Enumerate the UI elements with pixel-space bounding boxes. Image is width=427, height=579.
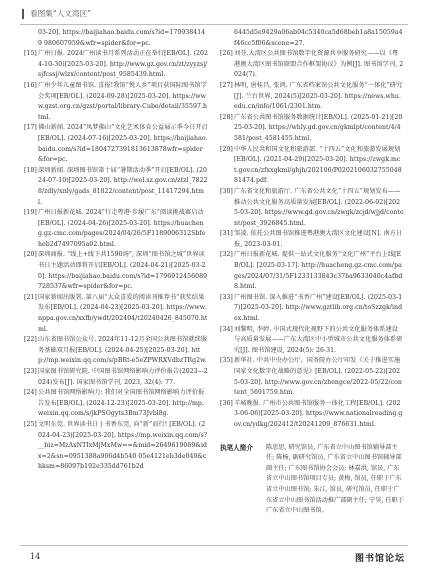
left-column (24, 28, 208, 473)
reference-index: [22] (24, 336, 37, 344)
reference-index: [25] (24, 420, 37, 428)
reference-text: 公共图书馆网络影响力: 我们对全国图书馆网络影响力评价报告发布[EB/OL]. (2024-12-23)[2025-03-20]. http://mp.weixin.qq.com/s/jkPSOgyts3Bm73Jvbl8g. (38, 389, 205, 418)
reference-text: 佛山新闻. 2024“凤梦佛山”文化艺术体育公益展示季今日开启[EB/OL]. (2024-07-16)[2025-03-20]. https://baijiahao.baidu.com/s?id=1804727391813613878wfr=spider&for=pc. (38, 124, 208, 164)
reference-text: 广东省文化和旅游厅. 广东省公共文化“十四五”规划发布——推动公共文化服务高质量发展[EB/OL]. (2022-06-02)[2025-03-20]. https://www.gd.gov.cn/zwgk/zcjd/wjjd/content/post_3926845.html. (234, 187, 404, 227)
reference-item (220, 81, 404, 113)
reference-text: 广州少年儿童图书馆. 喜报!我馆“悦人乡”项目获国际图书馆学会奖项[EB/OL]. (2024-09-28)[2025-03-20]. https://www.gzst.org.cn/gzst/portal/library-Cube/detail/35597.html. (38, 81, 208, 121)
reference-index: [19] (24, 209, 37, 217)
reference-item (24, 49, 208, 81)
right-column (220, 28, 404, 517)
reference-text: 邹凌. 依托公共图书馆推进粤港澳大湾区文化建设[N]. 南方日报, 2023-03-01. (234, 230, 403, 248)
reference-index: [26] (220, 50, 233, 58)
reference-index: [34] (220, 325, 233, 333)
reference-text: 深圳新闻. 深圳图书馆第十届“暑期活动季”开启[EB/OL]. (2024-07-10)[2025-03-20]. http://wel.sz.gov.cn/ztzl_78228/zdly/xnly/gads_81822/content/post_11417294.html. (38, 166, 208, 206)
reference-item (220, 28, 404, 49)
left-reference-list (24, 28, 208, 473)
reference-text: 中华人民共和国文化和旅游部. “十四五”文化和旅游发展规划[EB/OL]. (2021-04-29)[2025-03-20]. https://zwgk.mct.gov.cn/zfxxgkml/ghjh/202106/P020210603275504881474.pdf. (234, 145, 402, 185)
reference-index: [31] (220, 230, 233, 238)
reference-item (220, 49, 404, 81)
reference-index: [18] (24, 166, 37, 174)
reference-text: 新华社. 中共中央办公厅、国务院办公厅印发《关于推进实施国家文化数字化战略的意见》[EB/OL]. (2022-05-22)[2025-03-20]. http://www.gov.cn/zhengce/2022-05/22/content_5691759.htm. (234, 357, 402, 397)
reference-index: [33] (220, 293, 233, 301)
right-reference-list (220, 28, 404, 431)
reference-text: 文明东莞. 世界读书日 | 书香东莞, 向“新”而行! [EB/OL]. (2024-04-23)[2025-03-20]. https://mp.weixin.qq.com/s?__biz=MzAxNTIxMjMxMw==&mid=2649619069&idx=2&sn=0951388a906d4b540 05e4121eb3de049&chksm=86097b192e335dd761b2d (38, 420, 208, 471)
reference-item (220, 293, 404, 325)
reference-index: [15] (24, 50, 37, 58)
author-bio-text: 陈思思, 研究馆员, 广东省立中山图书馆辅导部主任; 陈杨, 副研究馆员, 广东省立中山图书馆辅导部副主任; 广东图书馆协会会员; 林嘉洪, 馆员, 广东省立中山图书馆项目专员; 黄梅, 馆员, 任职于广东省立中山图书馆; 朱江, 馆员, 研究馆员, 任职于广东省立中山图书馆活动推广部副主任; 宁昊, 任职于广东省立中山图书馆。 (266, 443, 404, 515)
reference-index: [35] (220, 357, 233, 365)
reference-text: 刘黎明, 李婷. 中国式现代化视野下的公共文化服务体系建设与高质量发展——广东大湾区中小型城市公共文化服务体系研究[J]. 图书馆建设, 2024(5): 26-31. (234, 325, 403, 354)
reference-item (220, 229, 404, 250)
reference-index: [27] (220, 81, 233, 89)
reference-item (220, 250, 404, 292)
reference-text: 广州日报新花城. 提供一站式文化服务“文化广州”平台上线[EB/OL]. [2025-03-17]. http://huacheng.gz-cmc.com/pages/2024/07/31/5F1233133843c37ba9633040c4afbd8.html. (234, 251, 403, 291)
reference-text: 6445d5e9429a06ab04c5340ca5d68beb1a8a15059a4f46cc5f06&scene=27. (234, 29, 403, 47)
reference-text: 刘芬.大湾区公共图书馆数字化资源共享服务研究——以《粤港澳大湾区图书馆联盟合作框架协议》为例[J]. 图书馆学刊, 2024(7). (234, 50, 404, 79)
footer-divider (20, 545, 408, 546)
reference-text: 深圳商报. “线上+线下共1590场”, 深圳“图书馆之城”世界读书日主题活动即将开启[EB/OL]. (2024-04-21)[2025-03-20]. https://baijiahao.baidu.com/s?id=1796912456089728537&wfr=spider&for=pc. (38, 251, 208, 291)
reference-text: 广东省公共图书馆服务数据统计[EB/OL]. (2025-01-21)[2025-03-20]. https://whly.gd.gov.cn/gkmlpt/content/4/4581/post_4581455.html. (234, 113, 403, 142)
reference-index: [28] (220, 113, 233, 121)
reference-item (24, 250, 208, 292)
page-number: 14 (30, 552, 41, 561)
reference-index: [21] (24, 293, 37, 301)
reference-item (220, 399, 404, 431)
reference-index: [29] (220, 145, 233, 153)
reference-item (24, 81, 208, 123)
reference-index: [32] (220, 251, 233, 259)
author-bio (220, 443, 404, 517)
reference-item (24, 335, 208, 367)
journal-name: 图书馆论坛 (354, 554, 405, 564)
reference-text: 广州日报新花城. 2024“行走粤港·步履广东”阅读挑战赛启动[EB/OL]. (2024-04-26)[2025-03-20]. https://huacheng.gz-cmc.com/pages/2024/04/26/5F1189006312Sbfeheb2d7497095a02.html. (38, 209, 206, 248)
author-bio-label: 执笔人简介 (220, 443, 253, 452)
reference-item (220, 356, 404, 398)
reference-index: [30] (220, 187, 233, 195)
reference-text: 羊城晚报. 广州市公共图书馆服务一体化工程[EB/OL]. (2023-06-06)[2025-03-20]. https://www.nationalreading.gov.cn/ydkg/202412/t20241209_876631.html. (234, 399, 403, 428)
reference-item (24, 388, 208, 420)
reference-index: [24] (24, 389, 37, 397)
reference-index: [20] (24, 251, 37, 259)
header-mark (22, 9, 24, 19)
reference-index: [23] (24, 368, 37, 375)
reference-text: 国家图书馆研究院. 中国图书馆网络影响力评价报告(2023—2024)发布[J]. 国家图书馆学刊, 2023, 32(4): 77. (38, 368, 208, 386)
reference-text: 山东省图书馆公众号. 2024年11-12月全国公共图书馆就续服务基础双月报[EB/OL]. (2024-04-25)[2025-03-20]. http://mp.weixin.qq.com/s/pBRt-e5eZPWRXVdbzTRg2w. (38, 336, 208, 365)
reference-text: 国家新闻出版署. 第八届“大众喜爱的阅读刊推荐书”获奖结果发布[EB/OL]. (2024-04-23)[2025-03-20]. https://www.nppa.gov.cn/xxfb/ywdt/202404/t20240426_845070.html. (38, 293, 208, 333)
reference-text: 03-20]. https://baijiahao.baidu.com/s?id=1799384149 980607959&wfr=spider&for=pc. (38, 29, 206, 47)
reference-item (220, 145, 404, 187)
reference-item (24, 208, 208, 250)
reference-text: 林明, 唐桂昌, 张鸿. 广东省档案馆公共文化服务“一体化”研究[J]. 兰台世界, 2024(5)[2025-03-20]. https://news.whu.edu.cn/info/1061/2301.htm. (234, 81, 403, 111)
header-divider (20, 24, 408, 25)
reference-index: [17] (24, 124, 37, 132)
reference-index: [16] (24, 81, 37, 89)
reference-item (220, 113, 404, 145)
reference-index: [36] (220, 399, 233, 407)
reference-item (24, 293, 208, 335)
reference-item (24, 166, 208, 208)
reference-text: 广州图书馆. 深入推进“书香广州”建设[EB/OL]. (2025-03-17)[2025-03-20]. http://www.gztlib.org.cn/toSzzgk/index.html. (234, 293, 403, 323)
reference-item (24, 367, 208, 388)
reference-item (24, 28, 208, 49)
reference-item (24, 420, 208, 473)
reference-item (220, 187, 404, 229)
reference-text: 广州日报. 2024广州读书月系列活动正在举行[EB/OL]. (2024-10-30)[2025-03-20]. http://www.gz.gov.cn/zt/zyyzsj/sjfcssj/wlzx/content/post_9585439.html. (38, 50, 208, 79)
reference-item (24, 123, 208, 165)
running-header (22, 8, 91, 19)
reference-item (220, 325, 404, 357)
header-title: 看图集“人文湾区” (30, 9, 92, 18)
